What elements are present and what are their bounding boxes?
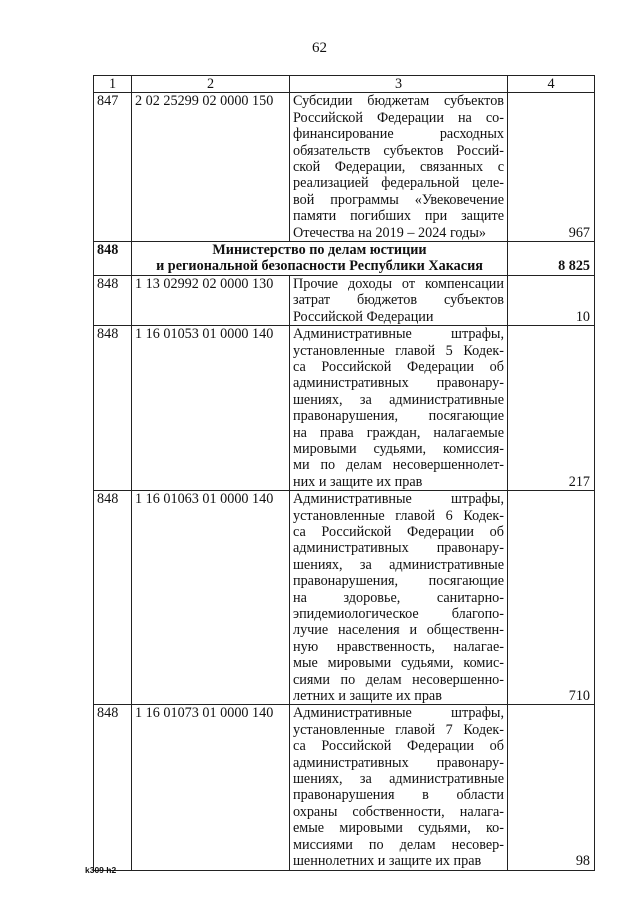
description-line: охраны собственности, налага-: [293, 803, 504, 820]
description-cell: [290, 93, 508, 242]
description-line: на здоровье, санитарно-: [293, 589, 504, 606]
description-line: установленные главой 5 Кодек-: [293, 342, 504, 359]
table-row: [94, 705, 595, 870]
description-line: административных правонару-: [293, 754, 504, 771]
revenue-code-cell: 1 16 01063 01 0000 140: [132, 491, 290, 705]
description-line: шеннолетних и защите их прав: [293, 853, 482, 870]
description-line: ми по делам несовершеннолет-: [293, 457, 504, 474]
description-line: Административные штрафы,: [293, 705, 504, 722]
description-line: летних и защите их прав: [293, 688, 442, 705]
description-line: шениях, за административные: [293, 556, 504, 573]
description-line: эпидемиологическое благопо-: [293, 606, 504, 622]
page-number: 62: [312, 40, 327, 56]
description-line: лучие населения и общественн-: [293, 622, 504, 639]
table-row: [94, 275, 595, 325]
revenue-code-cell: 1 13 02992 02 0000 130: [132, 275, 290, 325]
revenue-table: [93, 75, 595, 871]
description-line: правонарушения в области: [293, 787, 504, 804]
table-row: [94, 326, 595, 491]
description-cell: [290, 326, 508, 491]
header-col-1: 1: [94, 76, 132, 93]
description-line: сиями по делам несовершенно-: [293, 671, 504, 688]
description-line: административных правонару-: [293, 375, 504, 392]
description-line: Административные штрафы,: [293, 491, 504, 508]
description-line: Прочие доходы от компенсации: [293, 275, 504, 292]
description-line: са Российской Федерации об: [293, 738, 504, 755]
amount-cell: 217: [508, 326, 595, 491]
description-line: правонарушения, посягающие: [293, 573, 504, 590]
description-line: правонарушения, посягающие: [293, 408, 504, 425]
admin-code-cell: 848: [94, 326, 132, 491]
description-line: них и защите их прав: [293, 473, 423, 490]
description-line: на права граждан, налагаемые: [293, 424, 504, 441]
admin-code-cell: 848: [94, 275, 132, 325]
document-footer-code: k309 h2: [85, 865, 117, 875]
description-line: затрат бюджетов субъектов: [293, 292, 504, 309]
revenue-code-cell: 1 16 01073 01 0000 140: [132, 705, 290, 870]
description-line: вой программы «Увековечение: [293, 191, 504, 208]
header-col-2: 2: [132, 76, 290, 93]
description-cell: [290, 491, 508, 705]
description-line: Российской Федерации на со-: [293, 109, 504, 126]
amount-cell: 967: [508, 93, 595, 242]
ministry-name-cell: [132, 242, 508, 276]
table-row: [94, 242, 595, 276]
admin-code-cell: 848: [94, 705, 132, 870]
description-line: са Российской Федерации об: [293, 523, 504, 540]
ministry-name-line: и региональной безопасности Республики Хакасия: [156, 258, 483, 275]
amount-cell: 10: [508, 275, 595, 325]
ministry-name-line: Министерство по делам юстиции: [212, 242, 427, 259]
description-line: Отечества на 2019 – 2024 годы»: [293, 224, 486, 241]
description-line: административных правонару-: [293, 540, 504, 557]
amount-cell: 710: [508, 491, 595, 705]
description-line: шениях, за административные: [293, 391, 504, 408]
description-line: обязательств субъектов Россий-: [293, 142, 504, 159]
description-line: са Российской Федерации об: [293, 358, 504, 375]
description-line: Субсидии бюджетам субъектов: [293, 93, 504, 110]
table-row: [94, 491, 595, 705]
description-line: Административные штрафы,: [293, 326, 504, 343]
table-row: [94, 93, 595, 242]
description-line: емые мировыми судьями, ко-: [293, 820, 504, 837]
description-cell: [290, 275, 508, 325]
description-line: мые мировыми судьями, комис-: [293, 655, 504, 672]
revenue-code-cell: 1 16 01053 01 0000 140: [132, 326, 290, 491]
header-col-4: 4: [508, 76, 595, 93]
description-line: установленные главой 6 Кодек-: [293, 507, 504, 524]
description-line: шениях, за административные: [293, 771, 504, 788]
header-row: [94, 76, 595, 93]
description-line: реализацией федеральной целе-: [293, 175, 504, 192]
admin-code-cell: 847: [94, 93, 132, 242]
description-line: мировыми судьями, комиссия-: [293, 440, 504, 457]
description-line: ской Федерации, связанных с: [293, 159, 504, 176]
amount-cell: 98: [508, 705, 595, 870]
amount-cell: 8 825: [508, 242, 595, 276]
description-cell: [290, 705, 508, 870]
description-line: Российской Федерации: [293, 308, 434, 325]
description-line: ную нравственность, налагае-: [293, 638, 504, 655]
description-line: памяти погибших при защите: [293, 208, 504, 225]
revenue-code-cell: 2 02 25299 02 0000 150: [132, 93, 290, 242]
description-line: финансирование расходных: [293, 126, 504, 143]
admin-code-cell: 848: [94, 242, 132, 276]
admin-code-cell: 848: [94, 491, 132, 705]
header-col-3: 3: [290, 76, 508, 93]
description-line: установленные главой 7 Кодек-: [293, 721, 504, 738]
description-line: миссиями по делам несовер-: [293, 836, 504, 853]
